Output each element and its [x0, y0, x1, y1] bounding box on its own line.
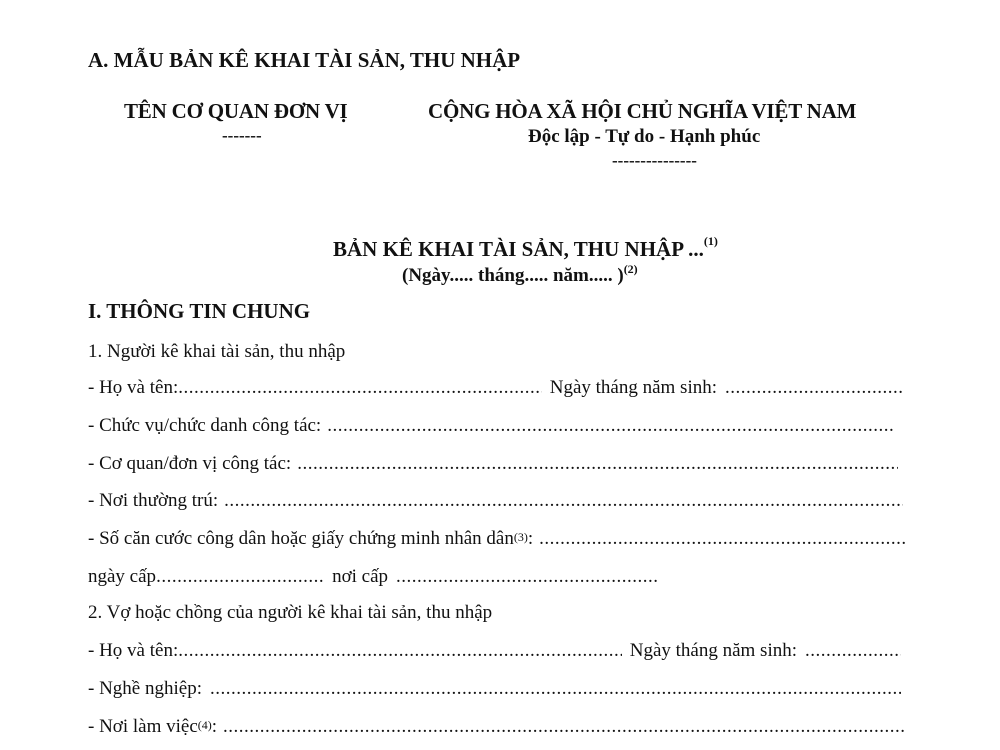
- spouse-workplace-row: - Nơi làm việc $^{(4)}$ : .....: [88, 716, 906, 738]
- footnote-4: (4): [197, 718, 212, 732]
- agency-rule: -------: [222, 126, 262, 145]
- agency-name: TÊN CƠ QUAN ĐƠN VỊ: [124, 99, 348, 123]
- declarant-dob-field[interactable]: [725, 377, 903, 399]
- part-2-heading: 2. Vợ hoặc chồng của người kê khai tài sản, thu nhập: [88, 602, 493, 623]
- spouse-dob-field[interactable]: [805, 640, 901, 662]
- declarant-name-field[interactable]: [178, 377, 541, 399]
- declarant-name-row: - Họ và tên: ..... Ngày tháng năm sinh: .....: [88, 377, 903, 399]
- spouse-name-row: - Họ và tên: ..... Ngày tháng năm sinh: .....: [88, 640, 901, 662]
- nation-rule: ---------------: [612, 151, 697, 170]
- spouse-workplace-field[interactable]: [223, 716, 906, 738]
- form-date: (Ngày..... tháng..... năm..... )$^{(2)}$: [402, 262, 638, 286]
- id-issue-row: ngày cấp ..... nơi cấp .....: [88, 566, 658, 588]
- footnote-2: (2): [623, 262, 638, 276]
- spouse-occupation-row: - Nghề nghiệp: .....: [88, 678, 901, 700]
- declarant-id-row: - Số căn cước công dân hoặc giấy chứng minh nhân dân $^{(3)}$ : .....: [88, 528, 906, 550]
- footnote-1: (1): [703, 234, 718, 248]
- spouse-occupation-field[interactable]: [210, 678, 901, 700]
- id-issue-place-field[interactable]: [396, 566, 658, 588]
- declarant-agency-field[interactable]: [297, 453, 898, 475]
- section-a-title: A. MẪU BẢN KÊ KHAI TÀI SẢN, THU NHẬP: [88, 48, 521, 72]
- declarant-id-field[interactable]: [539, 528, 906, 550]
- part-1-heading: 1. Người kê khai tài sản, thu nhập: [88, 341, 346, 362]
- declarant-position-field[interactable]: [327, 415, 893, 437]
- nation-name: CỘNG HÒA XÃ HỘI CHỦ NGHĨA VIỆT NAM: [428, 99, 857, 123]
- footnote-3: (3): [513, 530, 528, 544]
- declarant-residence-row: - Nơi thường trú: .....: [88, 490, 903, 512]
- declarant-position-row: - Chức vụ/chức danh công tác: .....: [88, 415, 893, 437]
- nation-motto: Độc lập - Tự do - Hạnh phúc: [528, 126, 761, 147]
- form-title: BẢN KÊ KHAI TÀI SẢN, THU NHẬP ...$^{(1)}$: [333, 234, 718, 261]
- declarant-agency-row: - Cơ quan/đơn vị công tác: .....: [88, 453, 898, 475]
- id-issue-date-field[interactable]: [156, 566, 324, 588]
- section-general-info: I. THÔNG TIN CHUNG: [88, 299, 311, 323]
- declarant-residence-field[interactable]: [224, 490, 903, 512]
- spouse-name-field[interactable]: [178, 640, 621, 662]
